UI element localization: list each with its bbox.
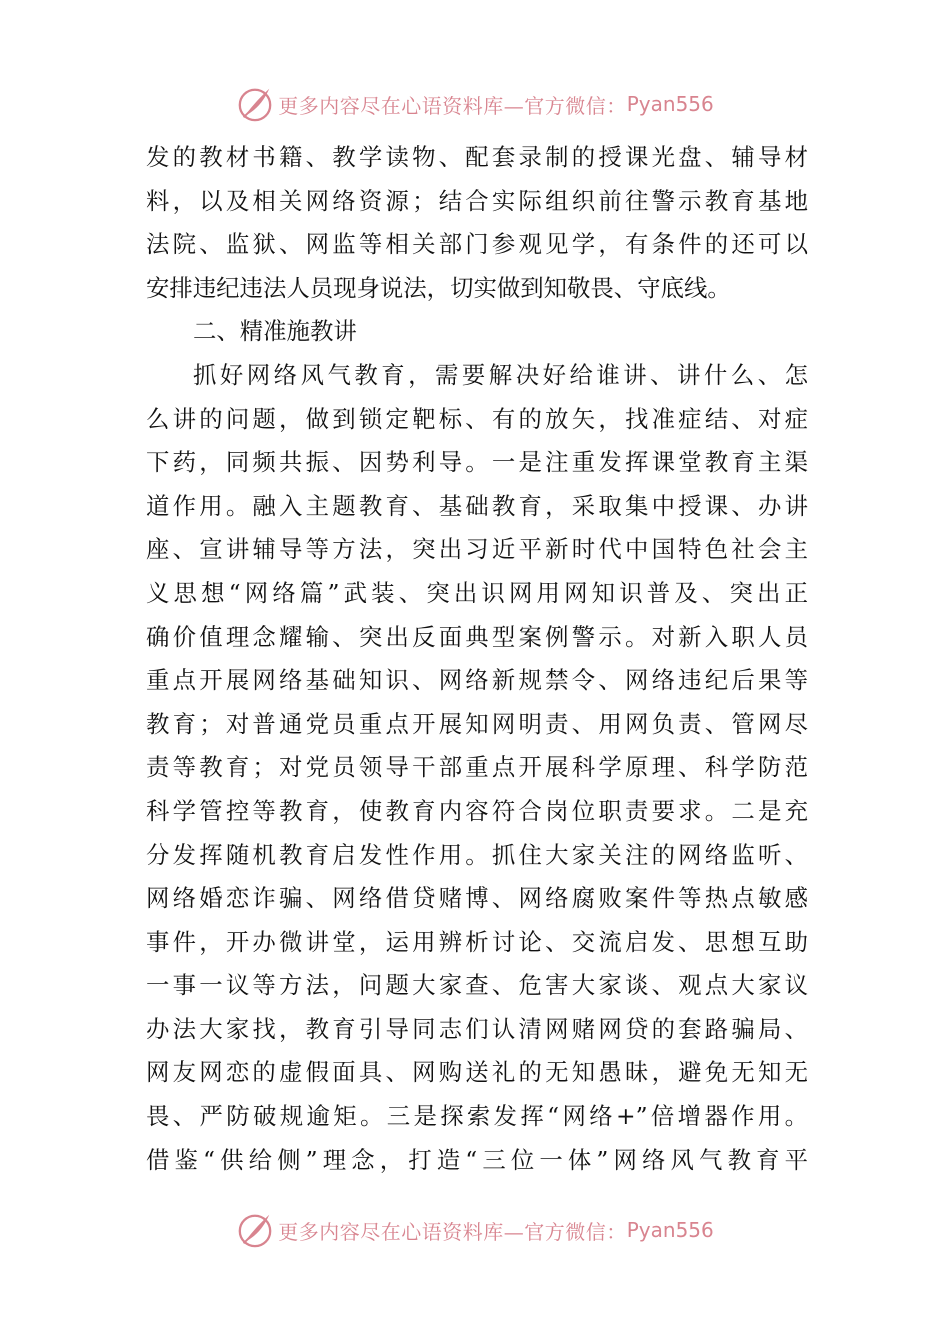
- text-line: 道作用。融入主题教育、基础教育，采取集中授课、办讲: [146, 491, 808, 520]
- text-line: 一事一议等方法，问题大家查、危害大家谈、观点大家议: [146, 971, 808, 1000]
- text-line: 安排违纪违法人员现身说法，切实做到知敬畏、守底线。: [146, 273, 731, 302]
- text-line: 分发挥随机教育启发性作用。抓住大家关注的网络监听、: [146, 840, 808, 869]
- banner-wechat-id: Pyan556: [626, 92, 714, 116]
- document-body: [146, 136, 808, 1182]
- text-line: 下药，同频共振、因势利导。一是注重发挥课堂教育主渠: [146, 448, 808, 477]
- header-watermark-banner: [0, 84, 950, 124]
- text-line: 确价值理念耀输、突出反面典型案例警示。对新入职人员: [146, 622, 808, 651]
- text-line: 科学管控等教育，使教育内容符合岗位职责要求。二是充: [146, 796, 808, 825]
- footer-watermark-banner: [0, 1210, 950, 1250]
- text-line: 料，以及相关网络资源；结合实际组织前往警示教育基地: [146, 186, 808, 215]
- text-line: 借鉴“供给侧”理念，打造“三位一体”网络风气教育平: [146, 1145, 808, 1174]
- text-line: 重点开展网络基础知识、网络新规禁令、网络违纪后果等: [146, 666, 808, 695]
- text-line: 事件，开办微讲堂，运用辨析讨论、交流启发、思想互助: [146, 927, 808, 956]
- text-line: 教育；对普通党员重点开展知网明责、用网负责、管网尽: [146, 709, 808, 738]
- banner-wechat-id: Pyan556: [626, 1218, 714, 1242]
- text-line: 办法大家找，教育引导同志们认清网赌网贷的套路骗局、: [146, 1014, 808, 1043]
- text-line: 抓好网络风气教育，需要解决好给谁讲、讲什么、怎: [193, 360, 808, 389]
- text-line: 义思想“网络篇”武装、突出识网用网知识普及、突出正: [146, 578, 808, 607]
- quill-logo-icon: [236, 85, 274, 123]
- text-line: 么讲的问题，做到锁定靶标、有的放矢，找准症结、对症: [146, 404, 808, 433]
- text-line: 责等教育；对党员领导干部重点开展科学原理、科学防范: [146, 753, 808, 782]
- text-line: 网友网恋的虚假面具、网购送礼的无知愚昧，避免无知无: [146, 1058, 808, 1087]
- banner-text: 更多内容尽在心语资料库—官方微信：: [278, 1219, 627, 1244]
- section-heading: 二、精准施教讲: [193, 317, 357, 346]
- banner-text: 更多内容尽在心语资料库—官方微信：: [278, 93, 627, 118]
- text-line: 座、宣讲辅导等方法，突出习近平新时代中国特色社会主: [146, 535, 808, 564]
- text-line: 畏、严防破规逾矩。三是探索发挥“网络+”倍增器作用。: [146, 1102, 808, 1131]
- text-line: 发的教材书籍、教学读物、配套录制的授课光盘、辅导材: [146, 143, 808, 171]
- text-line: 网络婚恋诈骗、网络借贷赌博、网络腐败案件等热点敏感: [146, 884, 808, 913]
- text-line: 法院、监狱、网监等相关部门参观见学，有条件的还可以: [146, 230, 808, 259]
- quill-logo-icon: [236, 1211, 274, 1249]
